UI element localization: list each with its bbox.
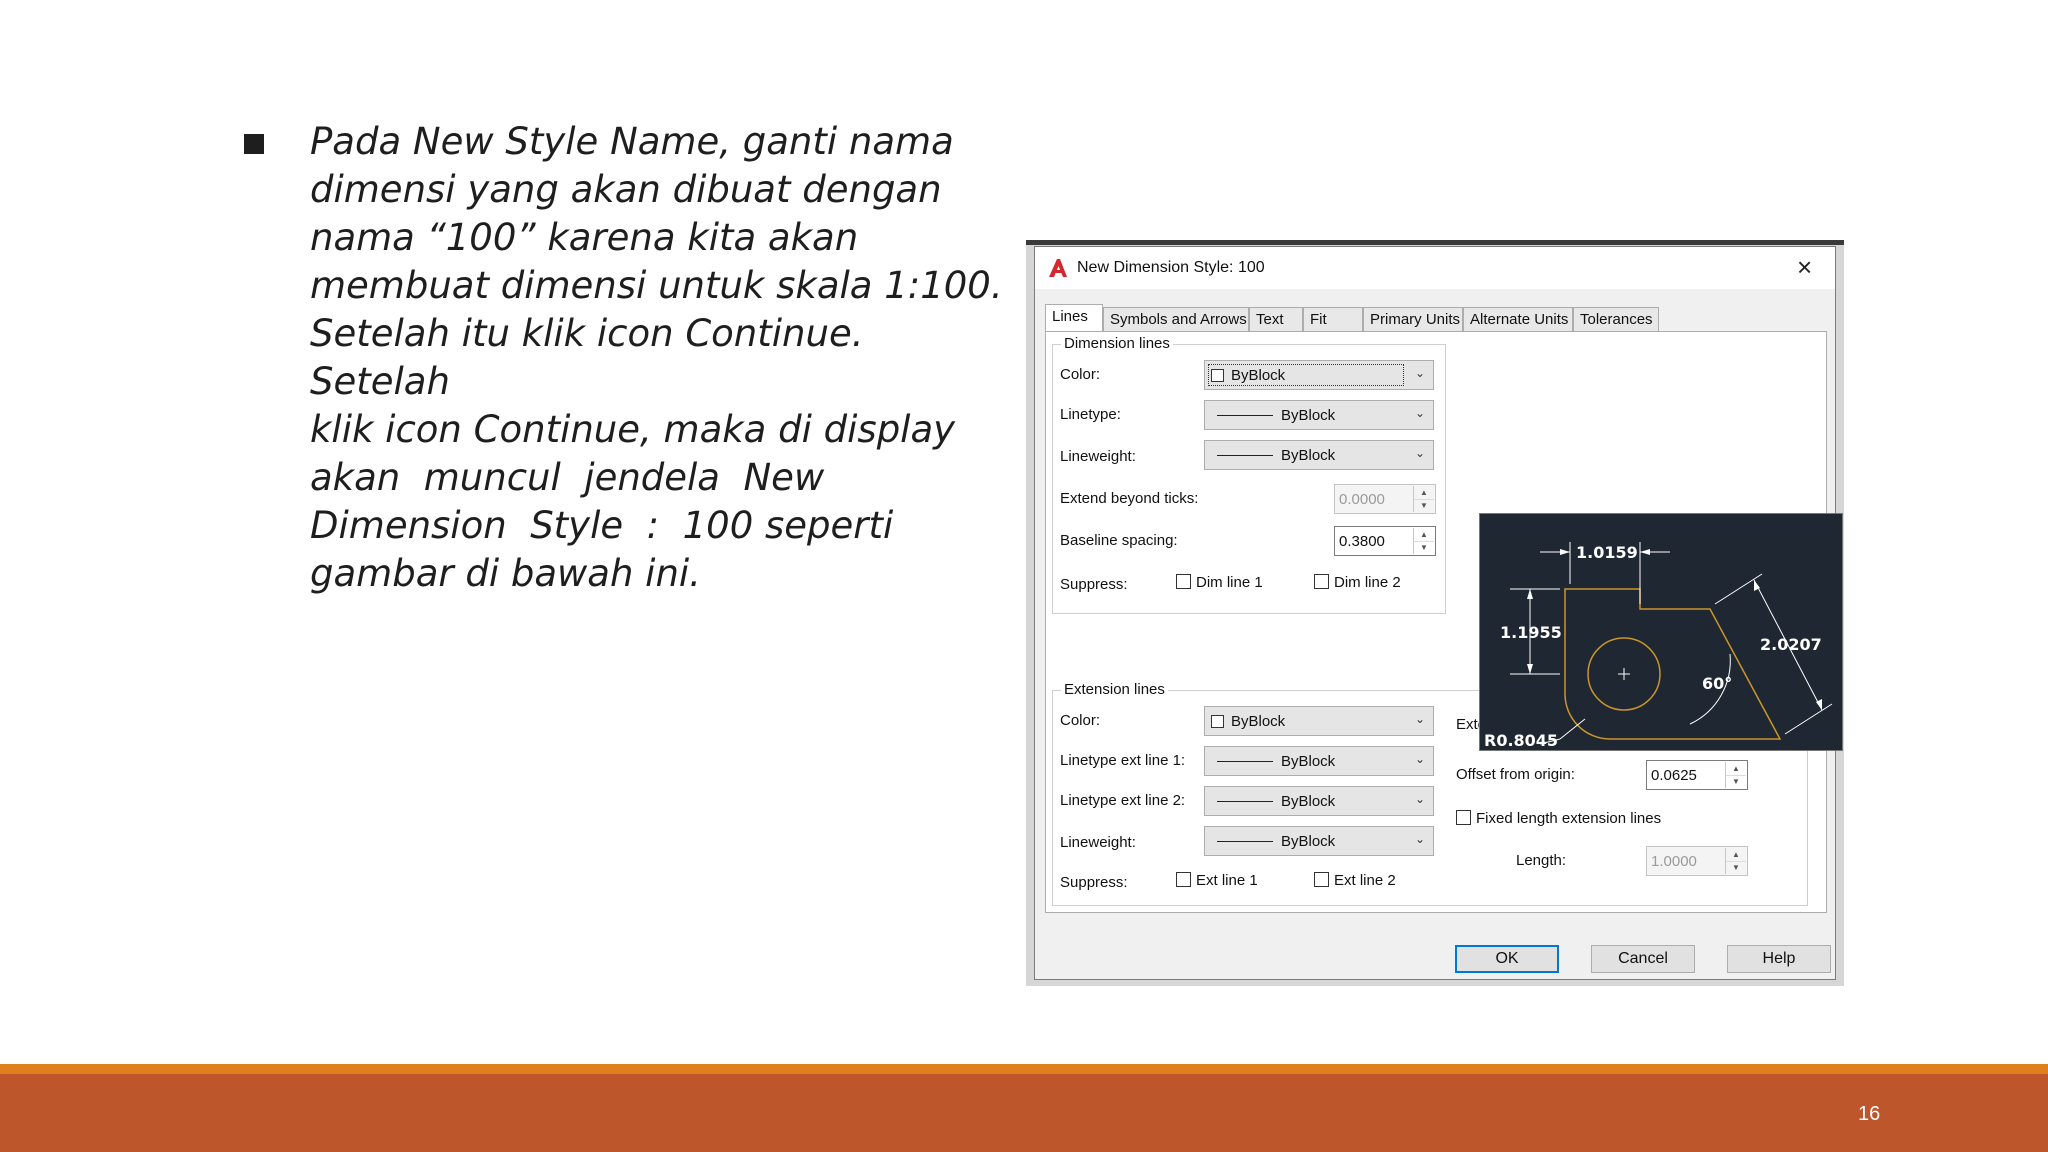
linetype-ext-line1-dropdown[interactable] [1204,746,1434,776]
dropdown-value: ByBlock [1231,367,1286,384]
ext-color-dropdown[interactable] [1204,706,1434,736]
extend-beyond-ticks-label: Extend beyond ticks: [1060,490,1199,507]
preview-angle: 60° [1702,674,1733,693]
dim-lineweight-label: Lineweight: [1060,448,1136,465]
spin-down-icon[interactable]: ▼ [1420,543,1428,552]
preview-dim-right: 2.0207 [1760,635,1822,654]
ext-line2-label: Ext line 2 [1334,872,1396,889]
offset-from-origin-label: Offset from origin: [1456,766,1575,783]
linetype-sample [1217,415,1273,416]
new-dimension-style-dialog [1034,246,1836,980]
chevron-down-icon: ⌄ [1414,712,1425,726]
spinner-buttons [1413,528,1434,554]
chevron-down-icon: ⌄ [1414,446,1425,460]
dim-color-label: Color: [1060,366,1101,383]
extend-beyond-dim-lines-label: Extend beyond dim lines: [1456,716,1624,733]
spin-down-icon[interactable]: ▼ [1732,777,1740,786]
length-spinner[interactable] [1646,846,1748,876]
dropdown-value: ByBlock [1281,753,1336,770]
dim-lineweight-dropdown[interactable] [1204,440,1434,470]
fixed-length-checkbox[interactable] [1456,810,1471,825]
linetype-ext-line2-dropdown[interactable] [1204,786,1434,816]
length-input[interactable] [1649,849,1725,873]
cancel-button[interactable]: Cancel [1591,945,1695,973]
dialog-screenshot [1026,240,1844,986]
ext-lineweight-dropdown[interactable] [1204,826,1434,856]
bullet-square [244,134,264,154]
linetype-sample [1217,761,1273,762]
chevron-down-icon: ⌄ [1414,792,1425,806]
linetype-sample [1217,801,1273,802]
group-label: Dimension lines [1061,335,1173,352]
dim-suppress-label: Suppress: [1060,576,1128,593]
offset-from-origin-input[interactable] [1649,763,1725,787]
tab-symbols-and-arrows[interactable]: Symbols and Arrows [1103,307,1249,331]
baseline-spacing-spinner[interactable] [1334,526,1436,556]
lineweight-sample [1217,455,1273,456]
dropdown-value: ByBlock [1281,793,1336,810]
ok-button[interactable]: OK [1455,945,1559,973]
screenshot-top-strip [1026,240,1844,245]
dim-color-dropdown[interactable] [1204,360,1434,390]
spin-down-icon[interactable]: ▼ [1732,863,1740,872]
baseline-spacing-input[interactable] [1337,529,1413,553]
ext-line2-checkbox[interactable] [1314,872,1329,887]
group-label: Extension lines [1061,681,1168,698]
tab-primary-units[interactable]: Primary Units [1363,307,1463,331]
dim-linetype-dropdown[interactable] [1204,400,1434,430]
autocad-icon [1047,257,1069,279]
chevron-down-icon: ⌄ [1414,832,1425,846]
ext-line1-label: Ext line 1 [1196,872,1258,889]
dropdown-value: ByBlock [1281,833,1336,850]
spin-down-icon[interactable]: ▼ [1420,501,1428,510]
lineweight-sample [1217,841,1273,842]
length-label: Length: [1516,852,1567,869]
preview-radius: R0.8045 [1484,731,1559,750]
chevron-down-icon: ⌄ [1414,366,1425,380]
extend-beyond-ticks-spinner[interactable] [1334,484,1436,514]
preview-dim-left: 1.1955 [1500,623,1562,642]
spinner-buttons [1725,848,1746,874]
color-swatch [1211,369,1224,382]
dimension-preview [1479,513,1843,751]
spin-up-icon[interactable]: ▲ [1726,712,1746,726]
dropdown-value: ByBlock [1281,447,1336,464]
color-swatch [1211,715,1224,728]
footer-accent-line [0,1064,2048,1074]
dim-linetype-label: Linetype: [1060,406,1121,423]
linetype-ext-line2-label: Linetype ext line 2: [1060,792,1186,809]
ext-lineweight-label: Lineweight: [1060,834,1136,851]
page-number: 16 [1858,1103,1881,1125]
dim-line2-checkbox[interactable] [1314,574,1329,589]
ext-line1-checkbox[interactable] [1176,872,1191,887]
spinner-buttons [1725,762,1746,788]
help-button[interactable]: Help [1727,945,1831,973]
spin-down-icon[interactable]: ▼ [1732,727,1740,736]
spinner-buttons [1413,486,1434,512]
tab-tolerances[interactable]: Tolerances [1573,307,1659,331]
tab-text[interactable]: Text [1249,307,1303,331]
ext-suppress-label: Suppress: [1060,874,1128,891]
chevron-down-icon: ⌄ [1414,406,1425,420]
baseline-spacing-label: Baseline spacing: [1060,532,1178,549]
spin-up-icon[interactable]: ▲ [1726,762,1746,776]
dim-line2-label: Dim line 2 [1334,574,1401,591]
dialog-title: New Dimension Style: 100 [1077,259,1265,276]
spin-up-icon[interactable]: ▲ [1726,848,1746,862]
offset-from-origin-spinner[interactable] [1646,760,1748,790]
footer-band [0,1074,2048,1152]
dialog-titlebar [1035,247,1835,289]
spin-up-icon[interactable]: ▲ [1414,528,1434,542]
linetype-ext-line1-label: Linetype ext line 1: [1060,752,1186,769]
bullet-text: Pada New Style Name, ganti nama dimensi yang akan dibuat dengan nama “100” karena kita akan membuat dimensi untuk skala 1:100. Setelah itu klik icon Continue. Setelah klik icon Continue, maka di display akan muncul jendela New Dimension Style : 100 seperti gambar di bawah ini. [310,120,1003,595]
dim-line1-checkbox[interactable] [1176,574,1191,589]
dropdown-value: ByBlock [1281,407,1336,424]
ext-color-label: Color: [1060,712,1101,729]
fixed-length-label: Fixed length extension lines [1476,810,1662,827]
tab-alternate-units[interactable]: Alternate Units [1463,307,1573,331]
close-icon[interactable]: × [1797,252,1813,282]
dim-line1-label: Dim line 1 [1196,574,1263,591]
tab-lines[interactable]: Lines [1045,304,1103,332]
dropdown-value: ByBlock [1231,713,1286,730]
chevron-down-icon: ⌄ [1414,752,1425,766]
extend-beyond-ticks-input[interactable] [1337,487,1413,511]
tab-fit[interactable]: Fit [1303,307,1363,331]
preview-dim-top: 1.0159 [1576,543,1638,562]
spin-up-icon[interactable]: ▲ [1414,486,1434,500]
